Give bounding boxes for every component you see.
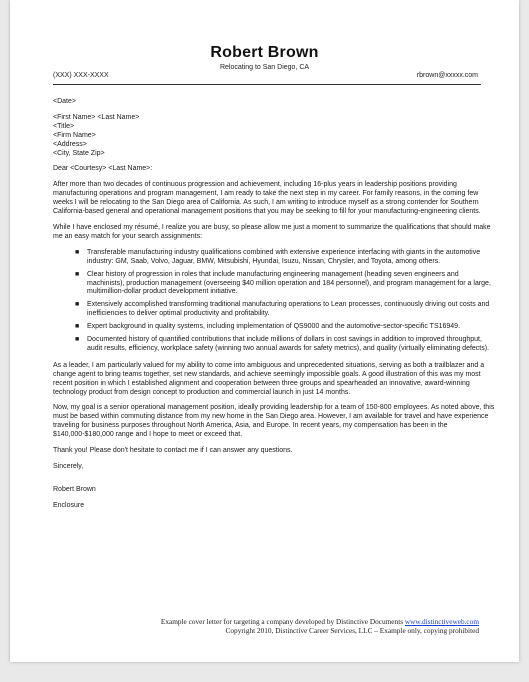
list-item-text: Clear history of progression in roles that include manufacturing engineering management (heading seven engineers and machinists), production management (overseeing $40 million operation and 184 personnel), and program management for a large, multimillion-dollar product development initiative.	[87, 270, 491, 296]
address-line: <Address>	[53, 140, 87, 148]
bullet-icon: ■	[75, 301, 80, 309]
paragraph-summary: While I have enclosed my résumé, I realize you are busy, so please allow me just a moment to summarize the qualifications that should make me an easy match for your search assignments:	[53, 223, 491, 240]
footer-credit: Example cover letter for targeting a company developed by Distinctive Documents	[160, 617, 405, 626]
footer-copyright: Copyright 2010, Distinctive Career Services, LLC – Example only, copying prohibited	[225, 626, 479, 635]
list-item-text: Expert background in quality systems, including implementation of QS9000 and the automotive-sector-specific TS16949.	[87, 323, 461, 331]
bullet-icon: ■	[75, 270, 80, 278]
list-item	[75, 248, 495, 267]
list-item	[75, 301, 495, 319]
letter-date: <Date>	[53, 98, 76, 105]
bullet-icon: ■	[75, 248, 80, 256]
list-item	[75, 270, 495, 298]
salutation: Dear <Courtesy> <Last Name>:	[53, 165, 153, 173]
bullet-icon: ■	[75, 323, 80, 331]
list-item	[75, 323, 495, 332]
list-item-text: Transferable manufacturing industry qualifications combined with extensive experience interfacing with giants in the automotive industry: GM, Saab, Volvo, Jaguar, BMW, Mitsubishi, Hyundai, Isuzu, Nissan, Chrysler, and Toyota, among others.	[87, 248, 481, 265]
address-line: <First Name> <Last Name>	[53, 113, 140, 121]
page-footer	[80, 617, 479, 635]
list-item-text: Documented history of quantified contributions that include millions of dollars in cost savings in addition to improved throughput, audit results, efficiency, workplace safety (winning two annual awards for safety metrics), and quality (virtually eliminating defects).	[87, 336, 490, 352]
closing: Sincerely,	[53, 463, 84, 470]
paragraph-goal: Now, my goal is a senior operational management position, ideally providing leadership for a team of 150-800 employees. As noted above, this must be based within commuting distance from my new home in the San Diego area. However, I am available for travel and have experience traveling for business purposes throughout North America, Asia, and Europe. In recent years, my compensation has been in the $140,000-$180,000 range and I hope to meet or exceed that.	[53, 404, 495, 439]
relocation-tagline: Relocating to San Diego, CA	[219, 64, 310, 71]
phone-number: (XXX) XXX-XXXX	[53, 72, 109, 79]
paragraph-intro: After more than two decades of continuous progression and achievement, including 16-plus years in leadership positions providing manufacturing operations and program management, I am ready to take the next step in my career. For family reasons, in the coming few weeks I will be relocating to the San Diego area of California. As such, I am writing to introduce myself as a strong contender for Southern California-based general and operational management positions that you may be seeking to fill for your manufacturing-engineering clients.	[53, 181, 481, 216]
letter-body	[53, 98, 495, 518]
qualifications-list	[53, 249, 495, 354]
email-address: rbrown@xxxxx.com	[416, 72, 478, 79]
list-item-text: Extensively accomplished transforming traditional manufacturing operations to Lean processes, continuously driving out costs and inefficiencies to deliver optimal productivity and profitability.	[87, 301, 490, 318]
sender-name: Robert Brown	[210, 44, 319, 61]
enclosure-note: Enclosure	[53, 501, 85, 509]
address-line: <Firm Name>	[53, 131, 96, 139]
address-line: <Title>	[53, 122, 75, 130]
bullet-icon: ■	[75, 336, 80, 344]
signature-name: Robert Brown	[53, 485, 96, 493]
footer-line-1	[80, 617, 479, 626]
paragraph-leadership: As a leader, I am particularly valued for my ability to come into ambiguous and unprecedented situations, serving as both a trailblazer and a change agent to bring teams together, set new standards, and achieve seemingly impossible goals. A good illustration of this was my most recent position in which I established alignment and cooperation between three groups and spearheaded an innovative, award-winning technology product from design concept to production and commercial launch in just 14 months.	[53, 361, 485, 396]
recipient-address	[53, 114, 495, 159]
header-divider	[53, 84, 481, 85]
list-item	[75, 336, 495, 354]
contact-row	[53, 72, 478, 83]
address-line: <City, State Zip>	[53, 149, 105, 157]
footer-website-link[interactable]: www.distinctiveweb.com	[404, 617, 479, 626]
paragraph-thanks: Thank you! Please don't hesitate to contact me if I can answer any questions.	[53, 447, 293, 455]
letter-page	[10, 0, 519, 662]
